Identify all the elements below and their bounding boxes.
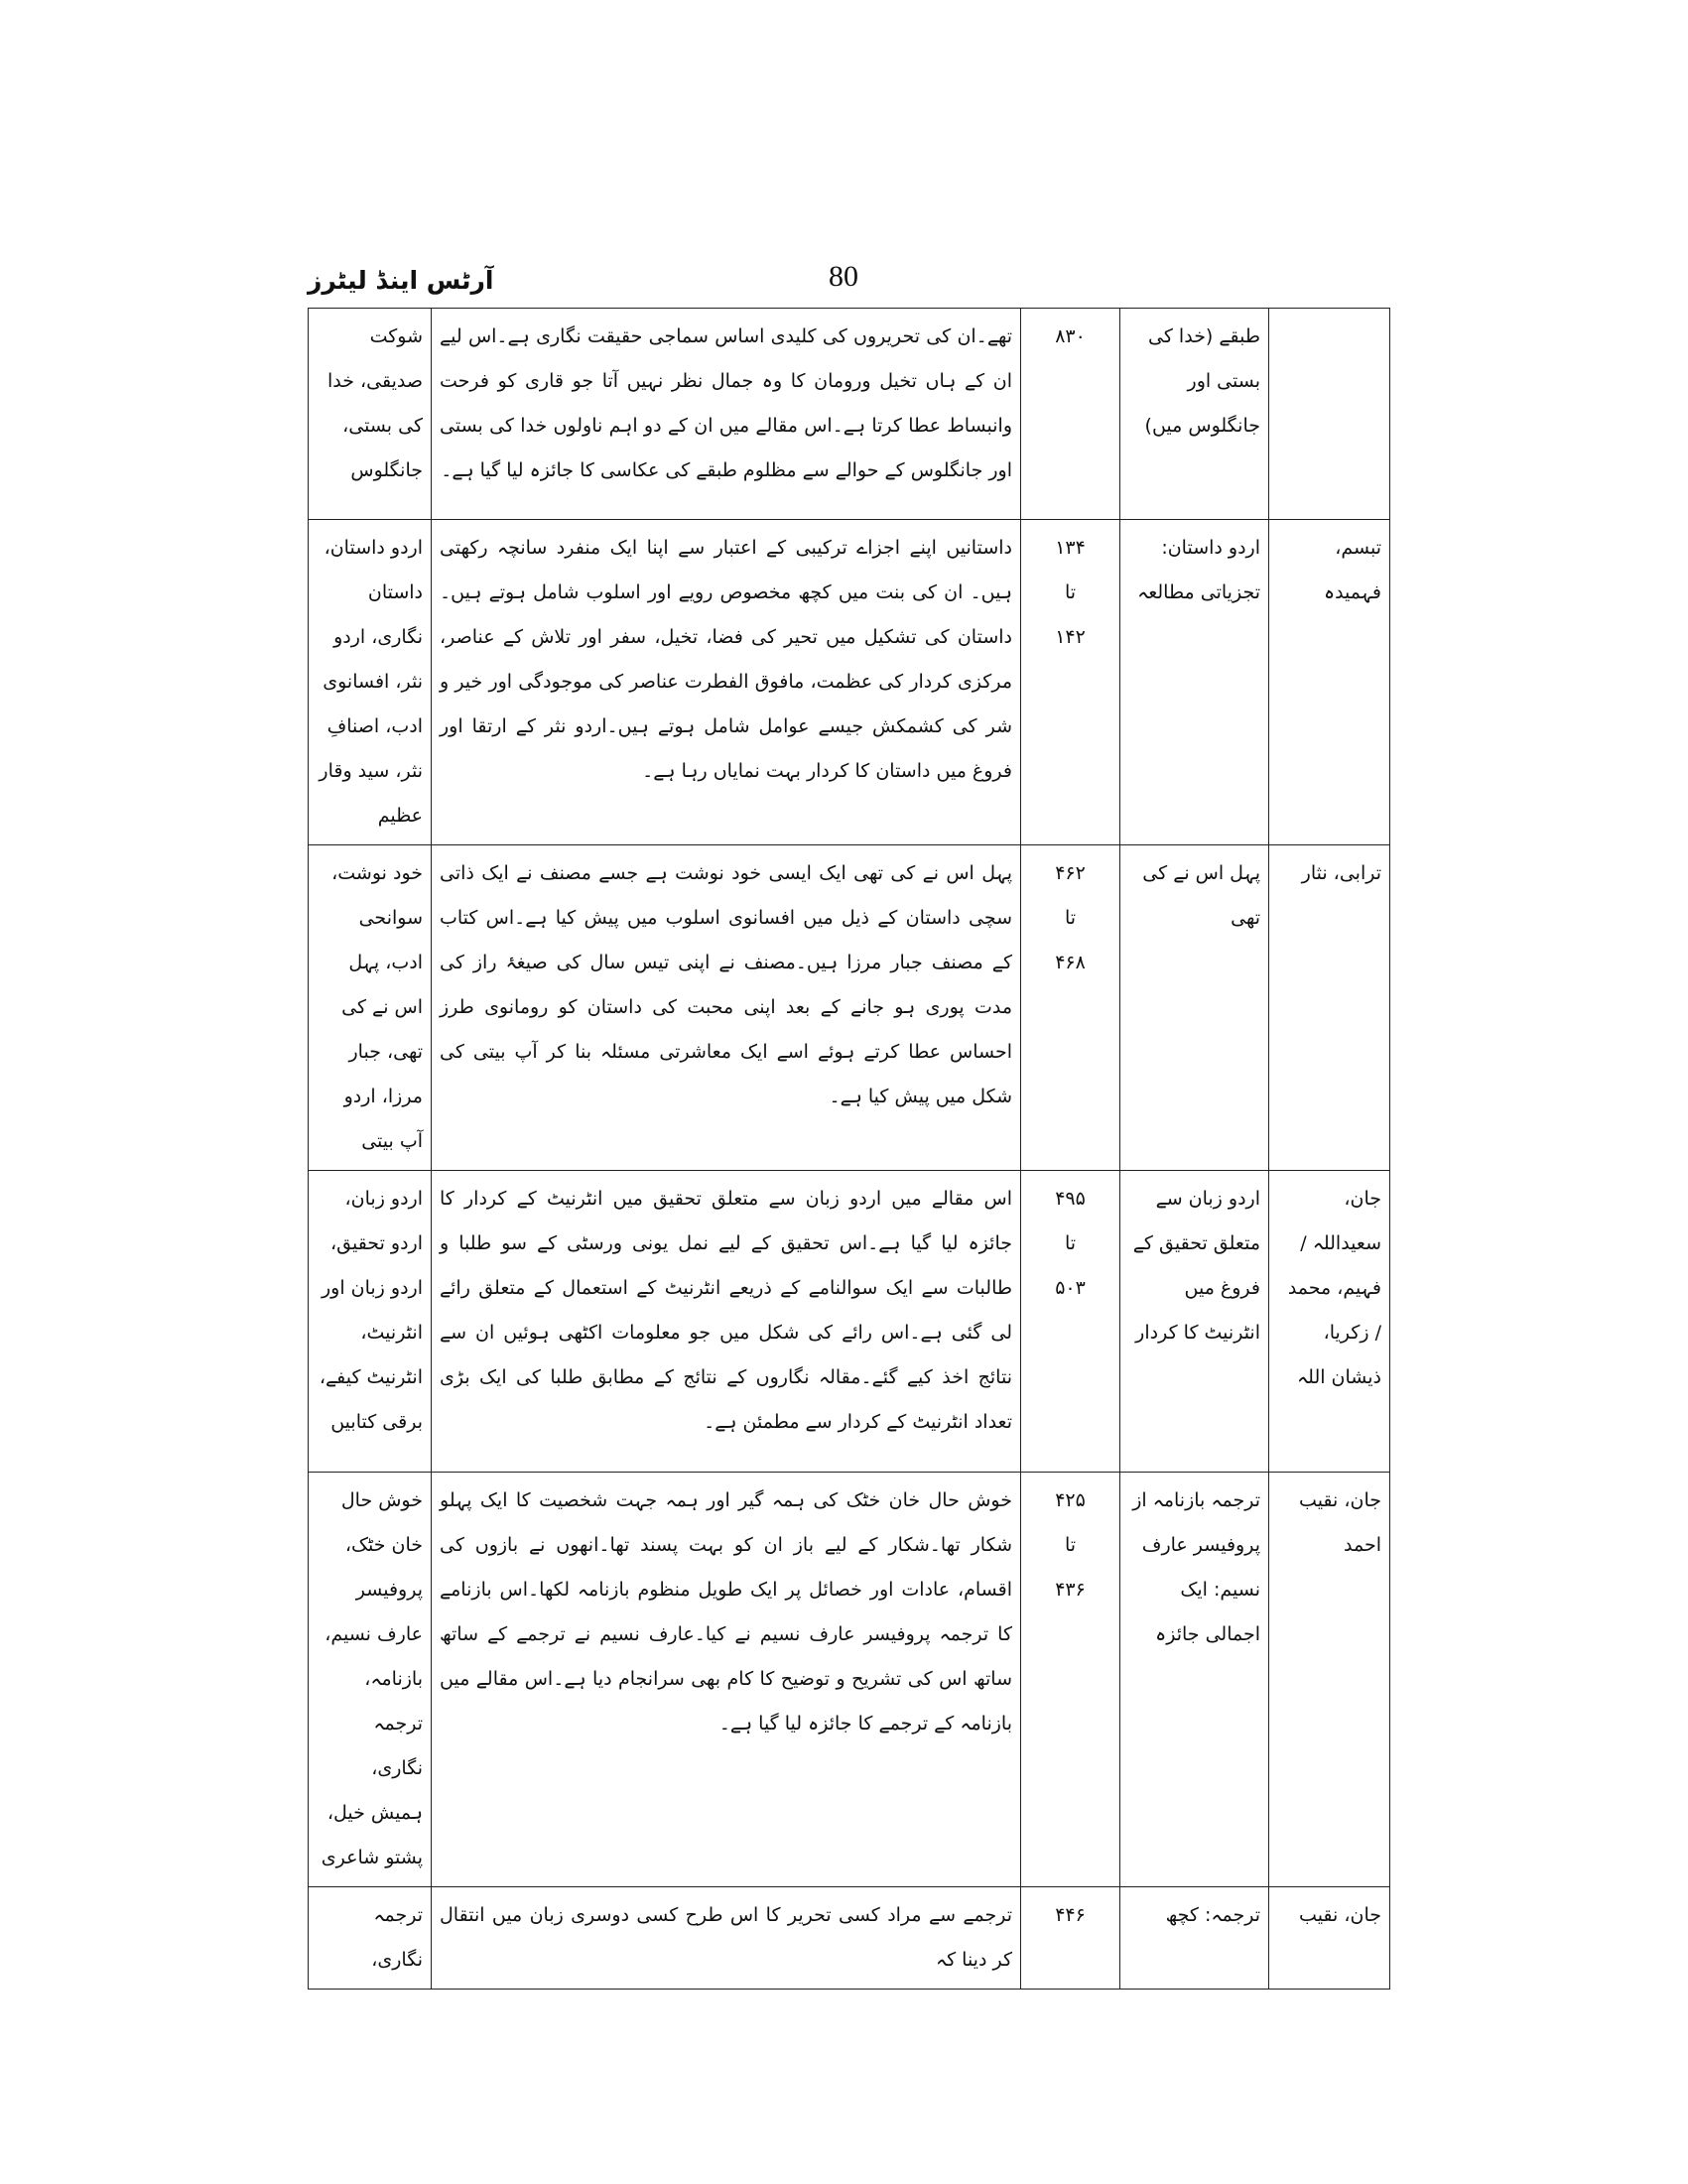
abstract-cell: پہل اس نے کی تھی ایک ایسی خود نوشت ہے جسے مصنف نے ایک ذاتی سچی داستان کے ذیل میں افسانوی اسلوب میں پیش کیا ہے۔اس کتاب کے مصنف جبار مرزا ہیں۔مصنف نے اپنی تیس سال کی صیغۂ راز کی مدت پوری ہو جانے کے بعد اپنی محبت کی داستان کو رومانوی طرز احساس عطا کرتے ہوئے اسے ایک معاشرتی مسئلہ بنا کر آپ بیتی کی شکل میں پیش کیا ہے۔ bbox=[432, 845, 1021, 1171]
page-range-separator: تا bbox=[1064, 1534, 1077, 1556]
index-table bbox=[308, 308, 1390, 1990]
author-cell bbox=[1269, 309, 1390, 520]
page-range-start: ۱۳۴ bbox=[1055, 537, 1086, 559]
pages-cell bbox=[1021, 845, 1120, 1171]
keywords-cell: خود نوشت، سوانحی ادب، پہل اس نے کی تھی، جبار مرزا، اردو آپ بیتی bbox=[309, 845, 432, 1171]
page-range-separator: تا bbox=[1064, 581, 1077, 603]
page-range-end: ۴۳۶ bbox=[1055, 1579, 1086, 1601]
pages-cell bbox=[1021, 309, 1120, 520]
page-range-start: ۴۶۲ bbox=[1055, 862, 1086, 884]
page-range-separator: تا bbox=[1064, 1232, 1077, 1254]
title-cell: پہل اس نے کی تھی bbox=[1120, 845, 1269, 1171]
title-cell: اردو زبان سے متعلق تحقیق کے فروغ میں انٹرنیٹ کا کردار bbox=[1120, 1171, 1269, 1473]
abstract-cell: داستانیں اپنے اجزاے ترکیبی کے اعتبار سے اپنا ایک منفرد سانچہ رکھتی ہیں۔ ان کی بنت میں کچھ مخصوص رویے اور اسلوب شامل ہوتے ہیں۔ داستان کی تشکیل میں تحیر کی فضا، تخیل، سفر اور تلاش کے عناصر، مرکزی کردار کی عظمت، مافوق الفطرت عناصر کی موجودگی اور خیر و شر کی کشمکش جیسے عوامل شامل ہوتے ہیں۔اردو نثر کے ارتقا اور فروغ میں داستان کا کردار بہت نمایاں رہا ہے۔ bbox=[432, 520, 1021, 845]
page-range-end: ۴۶۸ bbox=[1055, 952, 1086, 973]
pages-cell bbox=[1021, 1473, 1120, 1887]
table-row bbox=[309, 1887, 1390, 1990]
page-range-separator: تا bbox=[1064, 907, 1077, 929]
keywords-cell: اردو داستان، داستان نگاری، اردو نثر، افسانوی ادب، اصنافِ نثر، سید وقار عظیم bbox=[309, 520, 432, 845]
title-cell: طبقے (خدا کی بستی اور جانگلوس میں) bbox=[1120, 309, 1269, 520]
page-header bbox=[308, 260, 1389, 306]
table-row bbox=[309, 309, 1390, 520]
author-cell: جان، سعیداللہ / فہیم، محمد / زکریا، ذیشان اللہ bbox=[1269, 1171, 1390, 1473]
journal-title: آرٹس اینڈ لیٹرز bbox=[308, 266, 494, 295]
keywords-cell: ترجمہ نگاری، bbox=[309, 1887, 432, 1990]
keywords-cell: اردو زبان، اردو تحقیق، اردو زبان اور انٹرنیٹ، انٹرنیٹ کیفے، برقی کتابیں bbox=[309, 1171, 432, 1473]
page-number: 80 bbox=[829, 260, 858, 293]
table-row bbox=[309, 845, 1390, 1171]
title-cell: ترجمہ بازنامہ از پروفیسر عارف نسیم: ایک اجمالی جائزہ bbox=[1120, 1473, 1269, 1887]
author-cell: جان، نقیب احمد bbox=[1269, 1473, 1390, 1887]
page-range-start: ۸۳۰ bbox=[1055, 325, 1086, 347]
page-range-start: ۴۴۶ bbox=[1055, 1904, 1086, 1926]
abstract-cell: خوش حال خان خٹک کی ہمہ گیر اور ہمہ جہت شخصیت کا ایک پہلو شکار تھا۔شکار کے لیے باز ان کو بہت پسند تھا۔انھوں نے بازوں کی اقسام، عادات اور خصائل پر ایک طویل منظوم بازنامہ لکھا۔اس بازنامے کا ترجمہ پروفیسر عارف نسیم نے کیا۔عارف نسیم نے ترجمے کے ساتھ ساتھ اس کی تشریح و توضیح کا کام بھی سرانجام دیا ہے۔اس مقالے میں بازنامہ کے ترجمے کا جائزہ لیا گیا ہے۔ bbox=[432, 1473, 1021, 1887]
table-row bbox=[309, 1171, 1390, 1473]
table-row bbox=[309, 1473, 1390, 1887]
page-range-start: ۴۲۵ bbox=[1055, 1489, 1086, 1511]
abstract-cell: اس مقالے میں اردو زبان سے متعلق تحقیق میں انٹرنیٹ کے کردار کا جائزہ لیا گیا ہے۔اس تحقیق کے لیے نمل یونی ورسٹی کے سو طلبا و طالبات سے ایک سوالنامے کے ذریعے انٹرنیٹ کے استعمال کے متعلق رائے لی گئی ہے۔اس رائے کی شکل میں جو معلومات اکٹھی ہوئیں ان سے نتائج اخذ کیے گئے۔مقالہ نگاروں کے نتائج کے مطابق طلبا کی ایک بڑی تعداد انٹرنیٹ کے کردار سے مطمئن ہے۔ bbox=[432, 1171, 1021, 1473]
page-range-end: ۱۴۲ bbox=[1055, 626, 1086, 648]
abstract-cell: تھے۔ان کی تحریروں کی کلیدی اساس سماجی حقیقت نگاری ہے۔اس لیے ان کے ہاں تخیل ورومان کا وہ جمال نظر نہیں آتا جو قاری کو فرحت وانبساط عطا کرتا ہے۔اس مقالے میں ان کے دو اہم ناولوں خدا کی بستی اور جانگلوس کے حوالے سے مظلوم طبقے کی عکاسی کا جائزہ لیا گیا ہے۔ bbox=[432, 309, 1021, 520]
title-cell: اردو داستان: تجزیاتی مطالعہ bbox=[1120, 520, 1269, 845]
keywords-cell: شوکت صدیقی، خدا کی بستی، جانگلوس bbox=[309, 309, 432, 520]
pages-cell bbox=[1021, 1171, 1120, 1473]
keywords-cell: خوش حال خان خٹک، پروفیسر عارف نسیم، بازنامہ، ترجمہ نگاری، ہمیش خیل، پشتو شاعری bbox=[309, 1473, 432, 1887]
author-cell: ترابی، نثار bbox=[1269, 845, 1390, 1171]
page-range-start: ۴۹۵ bbox=[1055, 1188, 1086, 1210]
table-row bbox=[309, 520, 1390, 845]
author-cell: تبسم، فہمیدہ bbox=[1269, 520, 1390, 845]
pages-cell bbox=[1021, 520, 1120, 845]
pages-cell bbox=[1021, 1887, 1120, 1990]
author-cell: جان، نقیب bbox=[1269, 1887, 1390, 1990]
page-range-end: ۵۰۳ bbox=[1055, 1277, 1086, 1299]
title-cell: ترجمہ: کچھ bbox=[1120, 1887, 1269, 1990]
abstract-cell: ترجمے سے مراد کسی تحریر کا اس طرح کسی دوسری زبان میں انتقال کر دینا کہ bbox=[432, 1887, 1021, 1990]
